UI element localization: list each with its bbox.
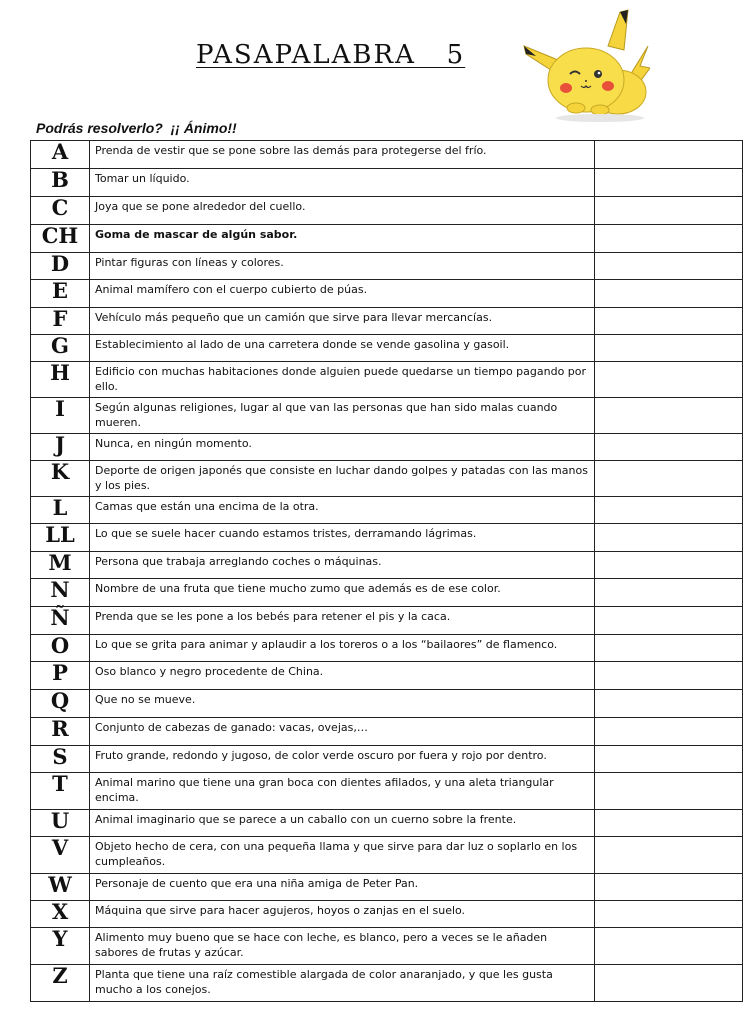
row-letter: K (31, 461, 90, 497)
row-letter: C (31, 197, 90, 225)
row-letter: N (31, 579, 90, 607)
table-row (31, 965, 743, 1002)
pikachu-icon (520, 6, 650, 124)
row-clue: Prenda de vestir que se pone sobre las demás para protegerse del frío. (90, 141, 595, 169)
row-letter: O (31, 635, 90, 662)
row-clue: Alimento muy bueno que se hace con leche, es blanco, pero a veces se le añaden sabores de frutas y azúcar. (90, 928, 595, 965)
row-clue: Animal mamífero con el cuerpo cubierto de púas. (90, 280, 595, 308)
answer-cell[interactable] (595, 225, 743, 253)
row-clue: Que no se mueve. (90, 690, 595, 718)
answer-cell[interactable] (595, 280, 743, 308)
row-clue: Persona que trabaja arreglando coches o máquinas. (90, 552, 595, 579)
answer-cell[interactable] (595, 635, 743, 662)
row-letter: S (31, 746, 90, 773)
answer-cell[interactable] (595, 928, 743, 965)
answer-cell[interactable] (595, 434, 743, 461)
table-row (31, 169, 743, 197)
answer-cell[interactable] (595, 398, 743, 434)
row-clue: Vehículo más pequeño que un camión que sirve para llevar mercancías. (90, 308, 595, 335)
table-row (31, 662, 743, 690)
row-letter: L (31, 497, 90, 524)
row-letter: Q (31, 690, 90, 718)
answer-cell[interactable] (595, 662, 743, 690)
row-letter: I (31, 398, 90, 434)
row-letter: A (31, 141, 90, 169)
row-letter: W (31, 874, 90, 901)
row-letter: V (31, 837, 90, 874)
table-row (31, 746, 743, 773)
pasapalabra-table (30, 140, 743, 1002)
row-letter: LL (31, 524, 90, 552)
answer-cell[interactable] (595, 773, 743, 810)
row-clue: Animal marino que tiene una gran boca con dientes afilados, y una aleta triangular encima. (90, 773, 595, 810)
answer-cell[interactable] (595, 607, 743, 635)
row-letter: E (31, 280, 90, 308)
answer-cell[interactable] (595, 746, 743, 773)
row-clue: Prenda que se les pone a los bebés para retener el pis y la caca. (90, 607, 595, 635)
row-clue: Establecimiento al lado de una carretera donde se vende gasolina y gasoil. (90, 335, 595, 362)
table-row (31, 874, 743, 901)
table-row (31, 141, 743, 169)
row-letter: P (31, 662, 90, 690)
table-row (31, 607, 743, 635)
table-row (31, 335, 743, 362)
row-letter: U (31, 810, 90, 837)
row-letter: J (31, 434, 90, 461)
row-clue: Nunca, en ningún momento. (90, 434, 595, 461)
answer-cell[interactable] (595, 141, 743, 169)
row-letter: D (31, 253, 90, 280)
row-clue: Máquina que sirve para hacer agujeros, hoyos o zanjas en el suelo. (90, 901, 595, 928)
row-clue: Deporte de origen japonés que consiste en luchar dando golpes y patadas con las manos y los pies. (90, 461, 595, 497)
table-row (31, 928, 743, 965)
subtitle: Podrás resolverlo? ¡¡ Ánimo!! (36, 120, 237, 136)
row-clue: Nombre de una fruta que tiene mucho zumo que además es de ese color. (90, 579, 595, 607)
table-row (31, 308, 743, 335)
table-row (31, 690, 743, 718)
table-row (31, 552, 743, 579)
answer-cell[interactable] (595, 197, 743, 225)
row-letter: Y (31, 928, 90, 965)
table-row (31, 398, 743, 434)
table-row (31, 837, 743, 874)
answer-cell[interactable] (595, 497, 743, 524)
table-row (31, 280, 743, 308)
row-clue: Pintar figuras con líneas y colores. (90, 253, 595, 280)
row-letter: B (31, 169, 90, 197)
row-clue: Personaje de cuento que era una niña amiga de Peter Pan. (90, 874, 595, 901)
answer-cell[interactable] (595, 308, 743, 335)
answer-cell[interactable] (595, 253, 743, 280)
row-letter: R (31, 718, 90, 746)
answer-cell[interactable] (595, 901, 743, 928)
row-letter: M (31, 552, 90, 579)
table-row (31, 461, 743, 497)
row-clue: Edificio con muchas habitaciones donde alguien puede quedarse un tiempo pagando por ello. (90, 362, 595, 398)
row-letter: H (31, 362, 90, 398)
row-clue: Conjunto de cabezas de ganado: vacas, ovejas,… (90, 718, 595, 746)
table-row (31, 225, 743, 253)
table-row (31, 773, 743, 810)
row-clue: Lo que se grita para animar y aplaudir a los toreros o a los “bailaores” de flamenco. (90, 635, 595, 662)
table-row (31, 497, 743, 524)
row-letter: Ñ (31, 607, 90, 635)
row-letter: G (31, 335, 90, 362)
row-clue: Planta que tiene una raíz comestible alargada de color anaranjado, y que les gusta mucho a los conejos. (90, 965, 595, 1002)
answer-cell[interactable] (595, 965, 743, 1002)
answer-cell[interactable] (595, 718, 743, 746)
row-clue: Animal imaginario que se parece a un caballo con un cuerno sobre la frente. (90, 810, 595, 837)
row-letter: X (31, 901, 90, 928)
answer-cell[interactable] (595, 335, 743, 362)
table-row (31, 810, 743, 837)
table-row (31, 579, 743, 607)
table-row (31, 434, 743, 461)
row-clue: Tomar un líquido. (90, 169, 595, 197)
answer-cell[interactable] (595, 169, 743, 197)
row-clue: Objeto hecho de cera, con una pequeña llama y que sirve para dar luz o soplarlo en los cumpleaños. (90, 837, 595, 874)
table-row (31, 718, 743, 746)
answer-cell[interactable] (595, 524, 743, 552)
table-row (31, 901, 743, 928)
row-clue: Lo que se suele hacer cuando estamos tristes, derramando lágrimas. (90, 524, 595, 552)
answer-cell[interactable] (595, 810, 743, 837)
answer-cell[interactable] (595, 461, 743, 497)
row-letter: CH (31, 225, 90, 253)
row-clue: Oso blanco y negro procedente de China. (90, 662, 595, 690)
row-clue: Joya que se pone alrededor del cuello. (90, 197, 595, 225)
answer-cell[interactable] (595, 690, 743, 718)
answer-cell[interactable] (595, 874, 743, 901)
row-letter: F (31, 308, 90, 335)
table-row (31, 635, 743, 662)
row-clue: Fruto grande, redondo y jugoso, de color verde oscuro por fuera y rojo por dentro. (90, 746, 595, 773)
table-row (31, 362, 743, 398)
page-title: PASAPALABRA 5 (196, 40, 466, 70)
table-row (31, 253, 743, 280)
answer-cell[interactable] (595, 362, 743, 398)
table-row (31, 197, 743, 225)
row-clue: Goma de mascar de algún sabor. (90, 225, 595, 253)
answer-cell[interactable] (595, 579, 743, 607)
row-letter: T (31, 773, 90, 810)
answer-cell[interactable] (595, 837, 743, 874)
table-body (31, 141, 743, 1002)
row-clue: Según algunas religiones, lugar al que van las personas que han sido malas cuando mueren. (90, 398, 595, 434)
row-letter: Z (31, 965, 90, 1002)
table-row (31, 524, 743, 552)
answer-cell[interactable] (595, 552, 743, 579)
row-clue: Camas que están una encima de la otra. (90, 497, 595, 524)
